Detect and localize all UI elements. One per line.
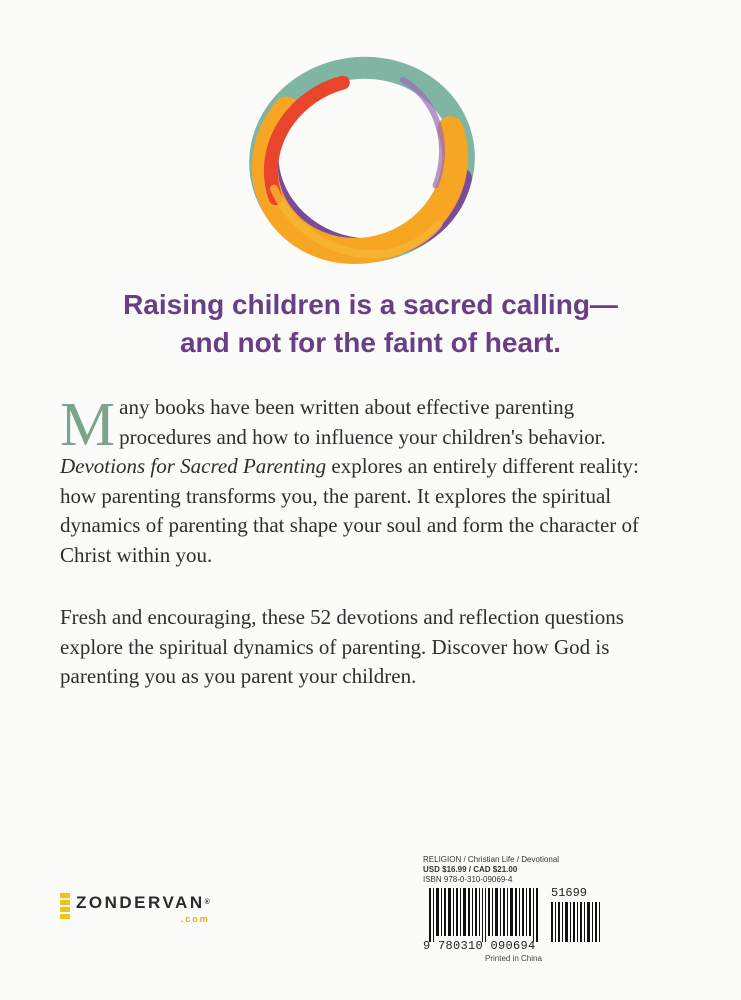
headline (40, 286, 701, 362)
paragraph-1-start: any books have been written about effective parenting procedures and how to influence your children's behavior. (119, 395, 606, 449)
printed-in: Printed in China (485, 954, 542, 963)
barcode-addon-digits: 51699 (551, 886, 588, 900)
barcode-block (423, 855, 613, 963)
barcode (423, 886, 608, 963)
zondervan-mark-icon (60, 893, 70, 921)
headline-line-2: and not for the faint of heart. (179, 327, 562, 358)
isbn: ISBN 978-0-310-09069-4 (423, 875, 513, 884)
barcode-ean-digits: 9 780310 090694 (423, 939, 536, 953)
headline-line-1: Raising children is a sacred calling— (123, 289, 618, 320)
drop-cap: M (60, 391, 116, 459)
publisher-name: ZONDERVAN® (76, 893, 210, 912)
publisher-domain: .com (180, 914, 210, 924)
publisher-logo (60, 893, 210, 925)
description-paragraph-2: Fresh and encouraging, these 52 devotions and reflection questions explore the spiritual dynamics of parenting. Discover how God is parenting you as you parent your children. (60, 605, 624, 688)
book-title-italic: Devotions for Sacred Parenting (60, 454, 327, 478)
decorative-ring-illustration (232, 40, 492, 280)
paragraph-1-end: explores an entirely different reality: how parenting transforms you, the parent. It explores the spiritual dynamics of parenting that shape your soul and form the character of Christ within you. (60, 454, 640, 567)
bisac-category: RELIGION / Christian Life / Devotional (423, 855, 560, 864)
description-paragraph-1 (60, 393, 660, 570)
price: USD $16.99 / CAD $21.00 (423, 865, 518, 874)
